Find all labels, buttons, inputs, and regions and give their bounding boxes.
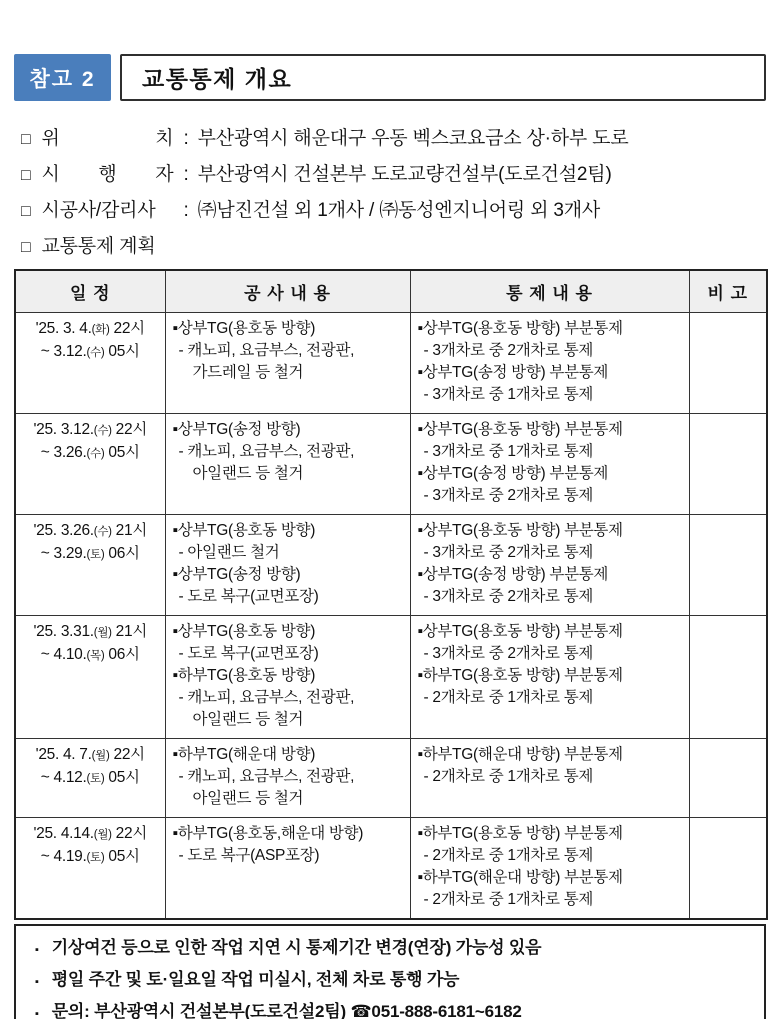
control-line: ▪상부TG(용호동 방향) 부분통제 — [417, 421, 623, 438]
weekday-label: (수) — [86, 347, 105, 359]
weekday-label: (화) — [91, 324, 110, 336]
note-text: 평일 주간 및 토·일요일 작업 미실시, 전체 차로 통행 가능 — [51, 970, 460, 989]
work-line: - 도로 복구(ASP포장) — [178, 847, 320, 864]
table-body — [15, 313, 767, 920]
table-row — [15, 515, 767, 616]
weekday-label: (목) — [86, 650, 105, 662]
note-cell — [689, 515, 767, 616]
schedule-line: '25. 3.31.(월) 21시 — [33, 623, 147, 640]
page-title: 교통통제 개요 — [120, 54, 766, 101]
weekday-label: (월) — [91, 750, 110, 762]
work-line: ▪하부TG(용호동,해운대 방향) — [172, 825, 364, 842]
reference-badge: 참고 2 — [14, 54, 111, 101]
note-line — [30, 997, 752, 1019]
info-label: 교통통제 계획 — [41, 236, 156, 257]
table-row — [15, 414, 767, 515]
work-line: ▪상부TG(용호동 방향) — [172, 522, 316, 539]
note-cell — [689, 818, 767, 920]
info-colon: : — [183, 164, 189, 185]
weekday-label: (수) — [86, 448, 105, 460]
work-cell — [165, 414, 410, 515]
info-value: ㈜남진건설 외 1개사 / ㈜동성엔지니어링 외 3개사 — [197, 200, 601, 221]
work-line: ▪상부TG(용호동 방향) — [172, 320, 316, 337]
bullet-icon: ▪ — [35, 1008, 39, 1019]
work-cell — [165, 616, 410, 739]
schedule-line: ~ 4.12.(토) 05시 — [40, 769, 140, 786]
control-line: ▪상부TG(용호동 방향) 부분통제 — [417, 623, 623, 640]
work-line: ▪상부TG(송정 방향) — [172, 566, 301, 583]
info-label: 시 행 자 — [41, 164, 174, 185]
schedule-line: '25. 4. 7.(월) 22시 — [35, 746, 145, 763]
schedule-line: ~ 3.26.(수) 05시 — [40, 444, 140, 461]
schedule-line: '25. 4.14.(월) 22시 — [33, 825, 147, 842]
work-line: - 캐노피, 요금부스, 전광판, — [178, 443, 355, 460]
traffic-control-table — [14, 269, 768, 920]
control-line: ▪하부TG(용호동 방향) 부분통제 — [417, 667, 623, 684]
notes-box — [14, 924, 766, 1019]
info-label: 시공사/감리사 — [41, 200, 156, 221]
schedule-cell — [15, 414, 165, 515]
checkbox-icon: □ — [21, 167, 31, 184]
schedule-cell — [15, 818, 165, 920]
note-text: 기상여건 등으로 인한 작업 지연 시 통제기간 변경(연장) 가능성 있음 — [51, 938, 542, 957]
note-line — [30, 933, 752, 965]
control-line: ▪상부TG(송정 방향) 부분통제 — [417, 465, 609, 482]
checkbox-icon: □ — [21, 131, 31, 148]
control-line: - 2개차로 중 1개차로 통제 — [423, 768, 594, 785]
schedule-cell — [15, 313, 165, 414]
schedule-cell — [15, 515, 165, 616]
work-line: - 도로 복구(교면포장) — [178, 588, 319, 605]
control-line: - 3개차로 중 1개차로 통제 — [423, 443, 594, 460]
work-line: 아일랜드 등 철거 — [192, 711, 304, 728]
work-cell — [165, 313, 410, 414]
control-line: - 3개차로 중 2개차로 통제 — [423, 544, 594, 561]
control-line: - 3개차로 중 1개차로 통제 — [423, 386, 594, 403]
control-line: ▪하부TG(해운대 방향) 부분통제 — [417, 869, 623, 886]
note-cell — [689, 313, 767, 414]
work-line: 가드레일 등 철거 — [192, 364, 304, 381]
work-line: ▪하부TG(해운대 방향) — [172, 746, 316, 763]
control-cell — [410, 616, 689, 739]
control-line: ▪하부TG(용호동 방향) 부분통제 — [417, 825, 623, 842]
info-value: 부산광역시 해운대구 우동 벡스코요금소 상·하부 도로 — [197, 128, 629, 149]
control-line: ▪상부TG(송정 방향) 부분통제 — [417, 566, 609, 583]
schedule-cell — [15, 616, 165, 739]
weekday-label: (수) — [93, 526, 112, 538]
work-line: - 캐노피, 요금부스, 전광판, — [178, 342, 355, 359]
control-line: ▪하부TG(해운대 방향) 부분통제 — [417, 746, 623, 763]
info-colon: : — [183, 128, 189, 149]
note-cell — [689, 739, 767, 818]
control-line: - 2개차로 중 1개차로 통제 — [423, 847, 594, 864]
info-row-agency — [21, 161, 766, 189]
work-cell — [165, 818, 410, 920]
bullet-icon: ▪ — [35, 976, 39, 988]
note-text: 문의: 부산광역시 건설본부(도로건설2팀) ☎051-888-6181~6182 — [51, 1002, 522, 1019]
control-cell — [410, 515, 689, 616]
work-cell — [165, 515, 410, 616]
work-line: 아일랜드 등 철거 — [192, 790, 304, 807]
work-line: 아일랜드 등 철거 — [192, 465, 304, 482]
weekday-label: (토) — [86, 852, 105, 864]
control-line: ▪상부TG(용호동 방향) 부분통제 — [417, 320, 623, 337]
control-cell — [410, 414, 689, 515]
note-cell — [689, 414, 767, 515]
control-line: - 3개차로 중 2개차로 통제 — [423, 487, 594, 504]
work-cell — [165, 739, 410, 818]
column-header-note: 비 고 — [689, 270, 767, 313]
info-colon: : — [183, 200, 189, 221]
bullet-icon: ▪ — [35, 944, 39, 956]
info-value: 부산광역시 건설본부 도로교량건설부(도로건설2팀) — [197, 164, 612, 185]
control-cell — [410, 739, 689, 818]
document-header — [14, 54, 766, 101]
schedule-line: '25. 3.12.(수) 22시 — [33, 421, 147, 438]
info-label: 위 치 — [41, 128, 174, 149]
control-cell — [410, 313, 689, 414]
table-header-row — [15, 270, 767, 313]
table-row — [15, 739, 767, 818]
work-line: - 캐노피, 요금부스, 전광판, — [178, 689, 355, 706]
table-row — [15, 616, 767, 739]
control-line: - 3개차로 중 2개차로 통제 — [423, 342, 594, 359]
control-cell — [410, 818, 689, 920]
control-line: ▪상부TG(송정 방향) 부분통제 — [417, 364, 609, 381]
work-line: - 캐노피, 요금부스, 전광판, — [178, 768, 355, 785]
schedule-line: '25. 3. 4.(화) 22시 — [35, 320, 145, 337]
work-line: ▪상부TG(송정 방향) — [172, 421, 301, 438]
note-line — [30, 965, 752, 997]
column-header-control: 통 제 내 용 — [410, 270, 689, 313]
schedule-line: ~ 3.12.(수) 05시 — [40, 343, 140, 360]
schedule-line: '25. 3.26.(수) 21시 — [33, 522, 147, 539]
control-line: - 3개차로 중 2개차로 통제 — [423, 588, 594, 605]
table-row — [15, 313, 767, 414]
control-line: ▪상부TG(용호동 방향) 부분통제 — [417, 522, 623, 539]
table-row — [15, 818, 767, 920]
control-line: - 3개차로 중 2개차로 통제 — [423, 645, 594, 662]
info-row-contractor — [21, 197, 766, 225]
schedule-cell — [15, 739, 165, 818]
control-line: - 2개차로 중 1개차로 통제 — [423, 891, 594, 908]
work-line: ▪하부TG(용호동 방향) — [172, 667, 316, 684]
weekday-label: (토) — [86, 773, 105, 785]
note-cell — [689, 616, 767, 739]
checkbox-icon: □ — [21, 203, 31, 220]
schedule-line: ~ 3.29.(토) 06시 — [40, 545, 140, 562]
info-row-location — [21, 125, 766, 153]
work-line: - 도로 복구(교면포장) — [178, 645, 319, 662]
weekday-label: (토) — [86, 549, 105, 561]
weekday-label: (월) — [93, 627, 112, 639]
info-row-plan-heading — [21, 233, 766, 261]
column-header-schedule: 일 정 — [15, 270, 165, 313]
weekday-label: (수) — [93, 425, 112, 437]
schedule-line: ~ 4.10.(목) 06시 — [40, 646, 140, 663]
weekday-label: (월) — [93, 829, 112, 841]
work-line: ▪상부TG(용호동 방향) — [172, 623, 316, 640]
work-line: - 아일랜드 철거 — [178, 544, 280, 561]
checkbox-icon: □ — [21, 239, 31, 256]
schedule-line: ~ 4.19.(토) 05시 — [40, 848, 140, 865]
info-section — [14, 125, 766, 261]
control-line: - 2개차로 중 1개차로 통제 — [423, 689, 594, 706]
column-header-work: 공 사 내 용 — [165, 270, 410, 313]
